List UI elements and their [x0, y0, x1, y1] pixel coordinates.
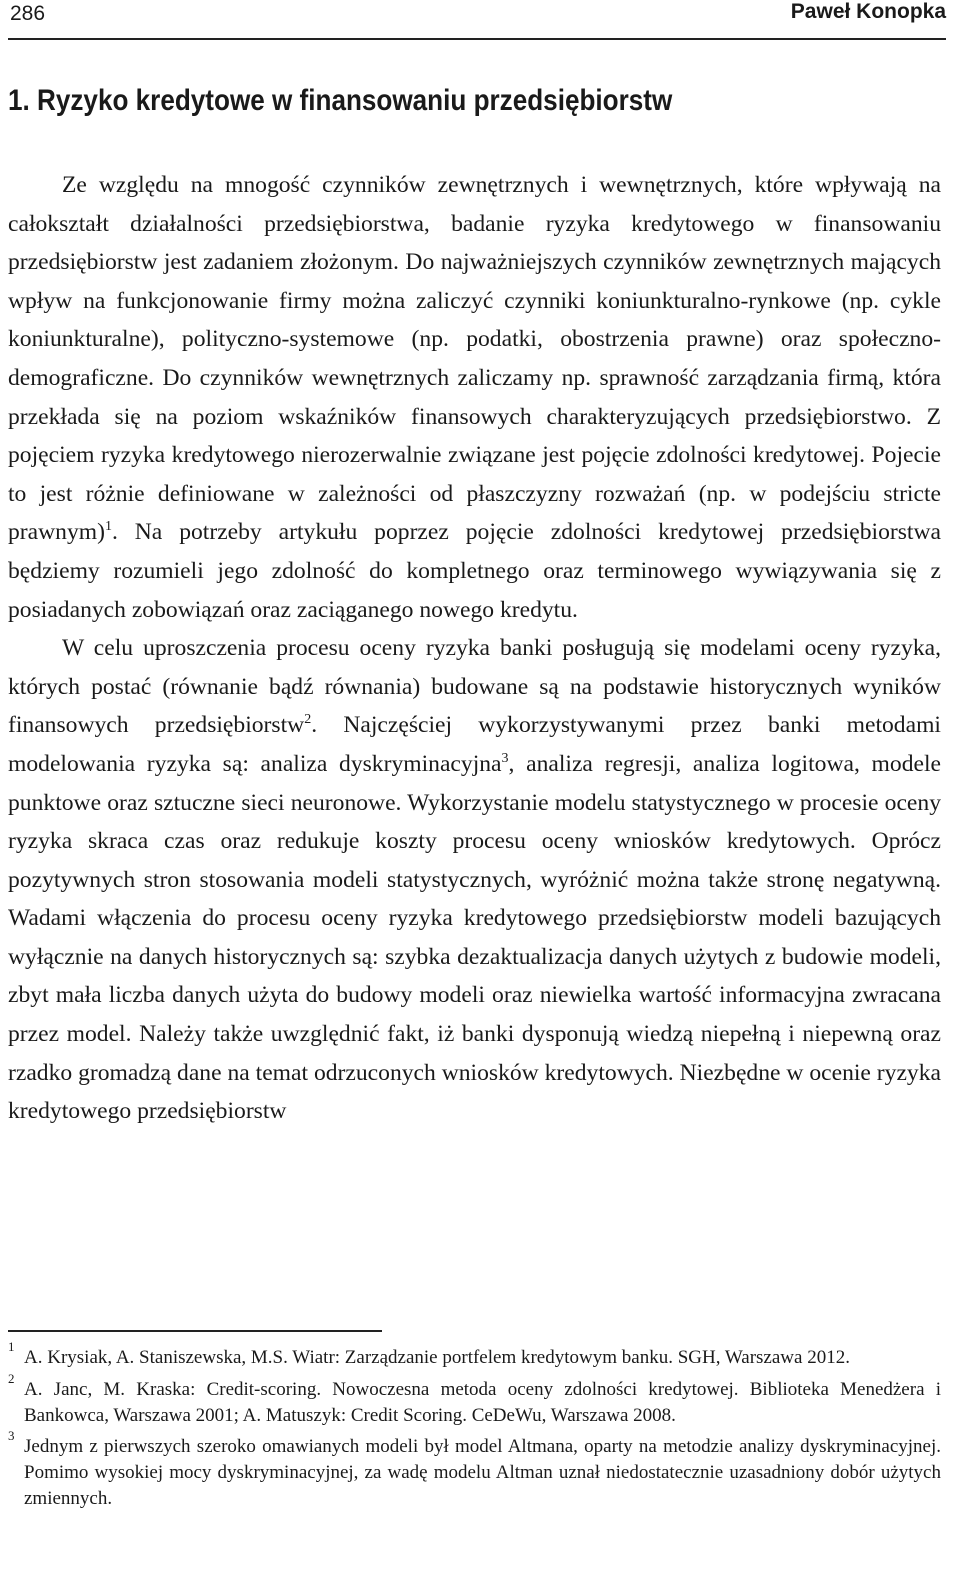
footnotes	[8, 1339, 941, 1512]
paragraph-1-text-a: Ze względu na mnogość czynników zewnętrznych i wewnętrznych, które wpływają na całokształt działalności przedsiębiorstwa, badanie ryzyka kredytowego w finansowaniu przedsiębiorstw jest zadaniem złożonym. Do najważniejszych czynników zewnętrznych mających wpływ na funkcjonowanie firmy można zaliczyć czynniki koniunkturalno-rynkowe (np. cykle koniunkturalne), polityczno-systemowe (np. podatki, obostrzenia prawne) oraz społeczno-demograficzne. Do czynników wewnętrznych zaliczamy np. sprawność zarządzania firmą, która przekłada się na poziom wskaźników finansowych charakteryzujących przedsiębiorstwo. Z pojęciem ryzyka kredytowego nierozerwalnie związane jest pojęcie zdolności kredytowej. Pojecie to jest różnie definiowane w zależności od płaszczyzny rozważań (np. w podejściu stricte prawnym)	[8, 172, 941, 546]
paragraph-1	[8, 166, 941, 629]
footnote-ref-3: 3	[501, 750, 509, 766]
article-body	[8, 166, 941, 1131]
footnote-ref-2: 2	[304, 712, 312, 728]
paragraph-1-text-b: . Na potrzeby artykułu poprzez pojęcie zdolności kredytowej przedsiębiorstwa będziemy rozumieli jego zdolność do kompletnego oraz terminowego wywiązywania się z posiadanych zobowiązań oraz zaciąganego nowego kredytu.	[8, 519, 941, 623]
footnote-3-text: Jednym z pierwszych szeroko omawianych modeli był model Altmana, oparty na metodzie analizy dyskryminacyjnej. Pomimo wysokiej mocy dyskryminacyjnej, za wadę modelu Altman uznał niedostatecznie uzasadniony dobór użytych zmiennych.	[24, 1436, 941, 1509]
section-title: 1. Ryzyko kredytowe w finansowaniu przedsiębiorstw	[8, 84, 673, 117]
footnote-3-number: 3	[8, 1428, 15, 1444]
footnote-1	[8, 1339, 941, 1371]
paragraph-2-text-c: , analiza regresji, analiza logitowa, modele punktowe oraz sztuczne sieci neuronowe. Wykorzystanie modelu statystycznego w procesie oceny ryzyka skraca czas oraz redukuje koszty procesu oceny wniosków kredytowych. Oprócz pozytywnych stron stosowania modeli statystycznych, wyróżnić można także stronę negatywną. Wadami włączenia do procesu oceny ryzyka kredytowego przedsiębiorstw modeli bazujących wyłącznie na danych historycznych są: szybka dezaktualizacja danych użytych z budowie modeli, zbyt mała liczba danych użyta do budowy modeli oraz niewielka wartość informacyjna zwracana przez model. Należy także uwzględnić fakt, iż banki dysponują wiedzą niepełną i niepewną oraz rzadko gromadzą dane na temat odrzuconych wniosków kredytowych. Niezbędne w ocenie ryzyka kredytowego przedsiębiorstw	[8, 750, 941, 1125]
footnote-ref-1: 1	[104, 519, 112, 535]
paragraph-2-text-a: W celu uproszczenia procesu oceny ryzyka banki posługują się modelami oceny ryzyka, których postać (równanie bądź równania) budowane są na podstawie historycznych wyników finansowych przedsiębiorstw	[8, 635, 941, 739]
footnote-2	[8, 1370, 941, 1429]
footnote-1-number: 1	[8, 1339, 15, 1354]
page-header	[8, 0, 946, 40]
footnote-1-text: A. Krysiak, A. Staniszewska, M.S. Wiatr: Zarządzanie portfelem kredytowym banku. SGH, Warszawa 2012.	[24, 1347, 850, 1368]
footnote-2-number: 2	[8, 1370, 15, 1386]
header-rule	[8, 38, 946, 40]
footnote-2-text: A. Janc, M. Kraska: Credit-scoring. Nowoczesna metoda oceny zdolności kredytowej. Biblioteka Menedżera i Bankowca, Warszawa 2001; A. Matuszyk: Credit Scoring. CeDeWu, Warszawa 2008.	[24, 1378, 941, 1426]
running-author: Paweł Konopka	[790, 0, 946, 23]
paragraph-2	[8, 629, 941, 1131]
page-number: 286	[10, 2, 46, 25]
footnote-3	[8, 1428, 941, 1511]
footnote-separator	[8, 1330, 382, 1332]
paragraph-2-text-b: . Najczęściej wykorzystywanymi przez banki metodami modelowania ryzyka są: analiza dyskryminacyjna	[8, 712, 941, 777]
